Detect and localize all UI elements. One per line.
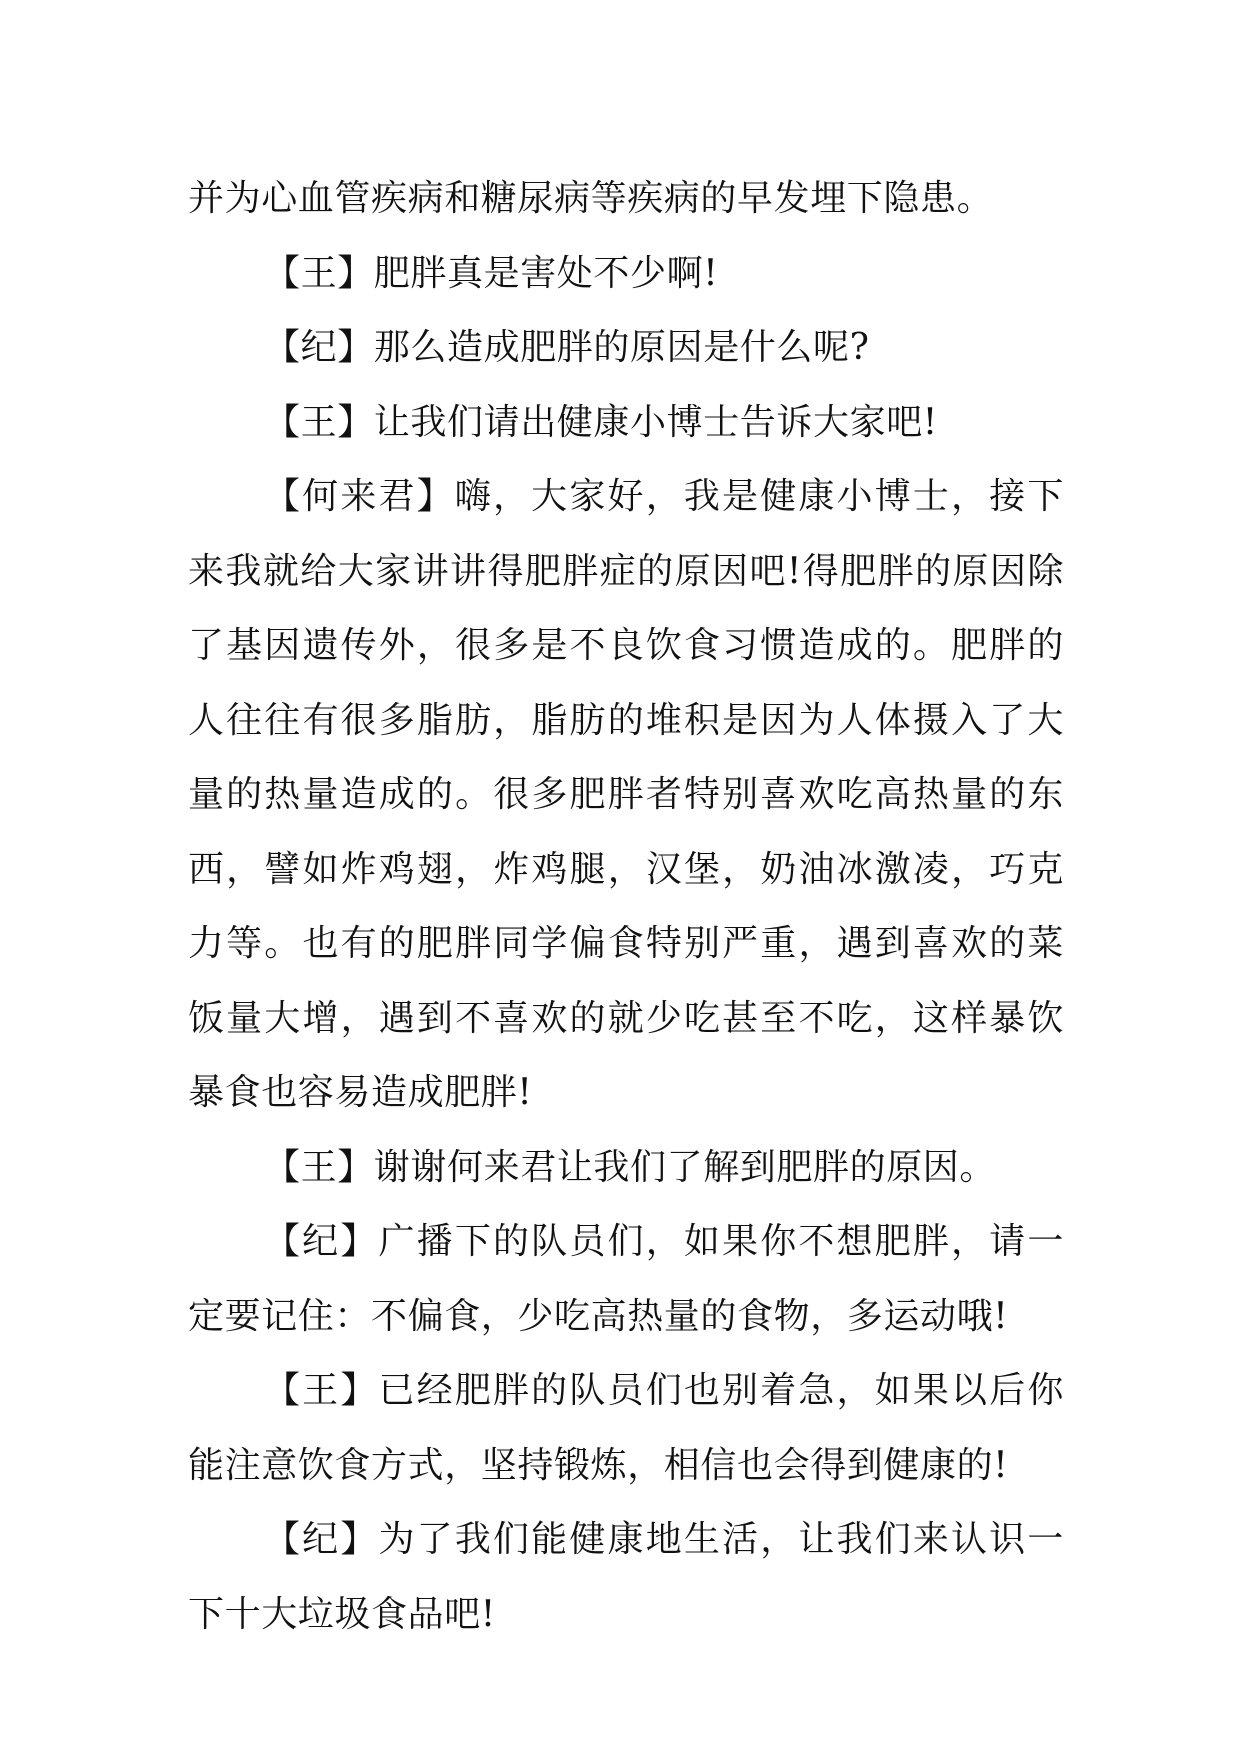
- paragraph-continuation: 并为心血管疾病和糖尿病等疾病的早发埋下隐患。: [188, 178, 994, 219]
- dialogue-wang-4: 【王】已经肥胖的队员们也别着急，如果以后你能注意饮食方式，坚持锻炼，相信也会得到健康的!: [188, 1370, 1064, 1486]
- dialogue-wang-3: 【王】谢谢何来君让我们了解到肥胖的原因。: [264, 1146, 997, 1188]
- dialogue-wang-2: 【王】让我们请出健康小博士告诉大家吧!: [264, 401, 938, 443]
- dialogue-wang-1: 【王】肥胖真是害处不少啊!: [264, 252, 719, 294]
- dialogue-ji-3: 【纪】为了我们能健康地生活，让我们来认识一下十大垃圾食品吧!: [188, 1519, 1064, 1635]
- dialogue-ji-2: 【纪】广播下的队员们，如果你不想肥胖，请一定要记住：不偏食，少吃高热量的食物，多运动哦!: [188, 1221, 1064, 1337]
- dialogue-he-laijun: 【何来君】嗨，大家好，我是健康小博士，接下来我就给大家讲讲得肥胖症的原因吧!得肥胖的原因除了基因遗传外，很多是不良饮食习惯造成的。肥胖的人往往有很多脂肪，脂肪的堆积是因为人体摄入了大量的热量造成的。很多肥胖者特别喜欢吃高热量的东西，譬如炸鸡翅，炸鸡腿，汉堡，奶油冰激凌，巧克力等。也有的肥胖同学偏食特别严重，遇到喜欢的菜饭量大增，遇到不喜欢的就少吃甚至不吃，这样暴饮暴食也容易造成肥胖!: [188, 476, 1064, 1113]
- dialogue-ji-1: 【纪】那么造成肥胖的原因是什么呢?: [264, 327, 870, 368]
- body-text: [188, 162, 1064, 1652]
